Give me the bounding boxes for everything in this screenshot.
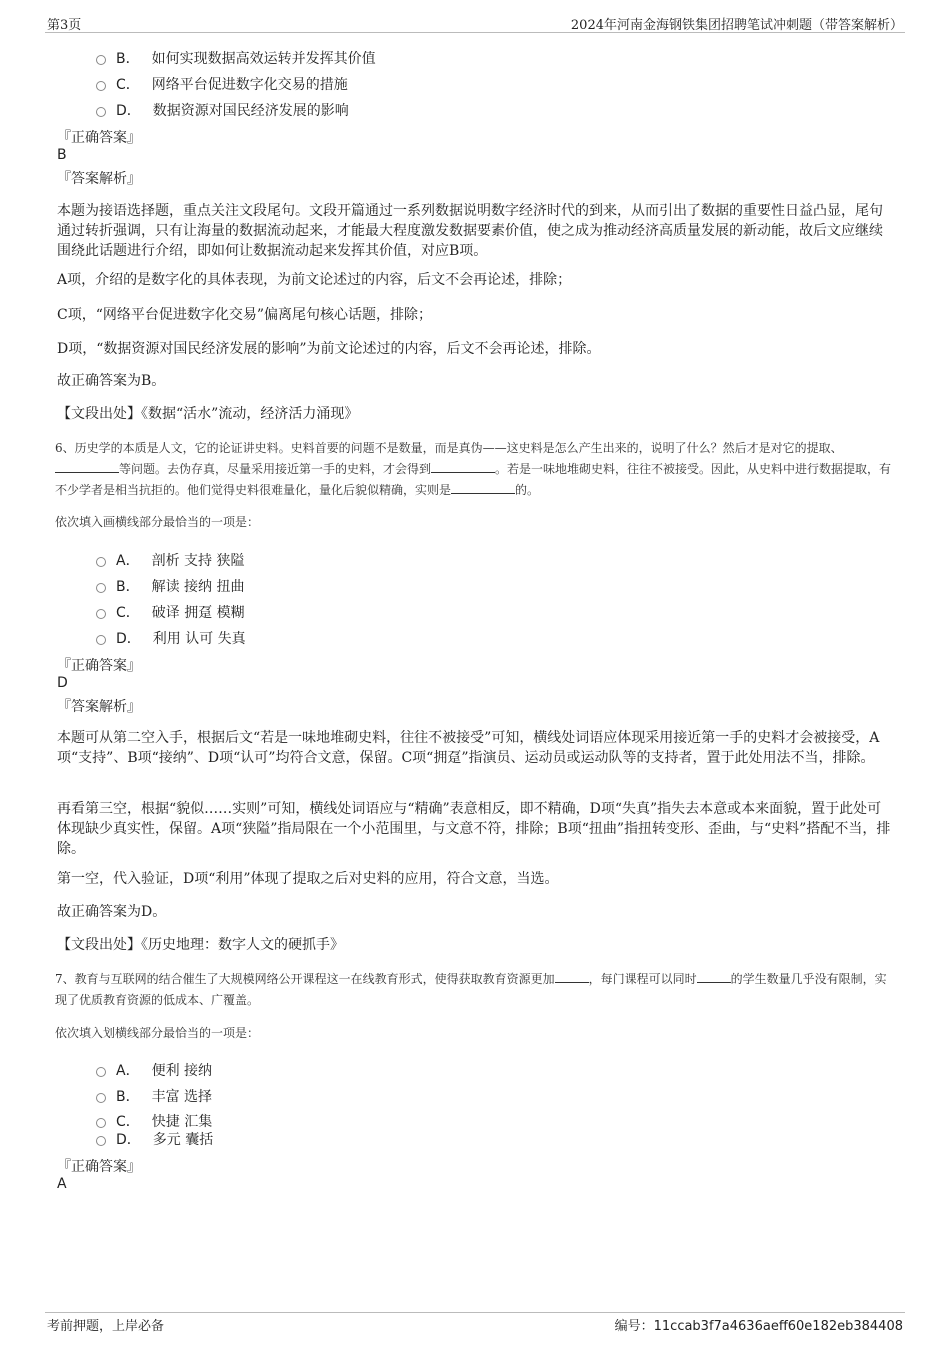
q6-source: 【文段出处】《历史地理：数字人文的硬抓手》 (57, 937, 344, 953)
q5-option-b[interactable]: B． 如何实现数据高效运转并发挥其价值 (96, 48, 376, 68)
q6-analysis-label: 『答案解析』 (57, 699, 141, 715)
q7-answer-label: 『正确答案』 (57, 1159, 141, 1175)
q5-source: 【文段出处】《数据“活水”流动，经济活力涌现》 (57, 406, 359, 422)
radio-icon[interactable] (96, 557, 106, 567)
radio-icon[interactable] (96, 635, 106, 645)
blank-line (431, 472, 495, 473)
q7-stem: 7、教育与互联网的结合催生了大规模网络公开课程这一在线教育形式，使得获取教育资源更加 ，每门课程可以同时 的学生数量几乎没有限制，实现了优质教育资源的低成本、广覆盖。 (55, 972, 887, 1007)
q7-prompt: 依次填入划横线部分最恰当的一项是： (55, 1026, 260, 1040)
q6-analysis-paragraph: 故正确答案为D。 (57, 904, 167, 920)
q7-option-b[interactable]: B． 丰富 选择 (96, 1086, 212, 1106)
document-id: 编号：11ccab3f7a4636aeff60e182eb384408 (614, 1319, 903, 1334)
q5-analysis-paragraph: C项，“网络平台促进数字化交易”偏离尾句核心话题，排除； (57, 307, 433, 323)
q5-answer: B (57, 147, 67, 163)
q6-prompt: 依次填入画横线部分最恰当的一项是： (55, 515, 260, 529)
q6-option-c[interactable]: C． 破译 拥趸 模糊 (96, 602, 245, 622)
radio-icon[interactable] (96, 107, 106, 117)
radio-icon[interactable] (96, 609, 106, 619)
q6-analysis-paragraph: 本题可从第二空入手，根据后文“若是一味地堆砌史料，往往不被接受”可知，横线处词语应体现采用接近第一手的史料才会被接受，A项“支持”、B项“接纳”、D项“认可”均符合文意，保留。C项“拥趸”指演员、运动员或运动队等的支持者，置于此处用法不当，排除。 (57, 730, 880, 766)
q7-option-a[interactable]: A． 便利 接纳 (96, 1060, 212, 1080)
radio-icon[interactable] (96, 1067, 106, 1077)
page-number: 第3页 (47, 18, 82, 33)
q6-analysis-paragraph: 第一空，代入验证，D项“利用”体现了提取之后对史料的应用，符合文意，当选。 (57, 871, 559, 887)
q5-analysis-paragraph: A项，介绍的是数字化的具体表现，为前文论述过的内容，后文不会再论述，排除； (57, 272, 572, 288)
q7-option-c[interactable]: C． 快捷 汇集 (96, 1111, 212, 1131)
page-header (45, 14, 905, 33)
radio-icon[interactable] (96, 1093, 106, 1103)
q6-option-d[interactable]: D． 利用 认可 失真 (96, 628, 246, 648)
q5-analysis-paragraph: 故正确答案为B。 (57, 373, 166, 389)
radio-icon[interactable] (96, 1136, 106, 1146)
radio-icon[interactable] (96, 81, 106, 91)
q5-analysis-label: 『答案解析』 (57, 171, 141, 187)
radio-icon[interactable] (96, 55, 106, 65)
radio-icon[interactable] (96, 583, 106, 593)
blank-line (451, 493, 515, 494)
blank-line (55, 472, 119, 473)
page-footer (45, 1312, 905, 1335)
q7-answer: A (57, 1176, 67, 1192)
q5-analysis-paragraph: 本题为接语选择题，重点关注文段尾句。文段开篇通过一系列数据说明数字经济时代的到来，从而引出了数据的重要性日益凸显，尾句通过转折强调，只有让海量的数据流动起来，才能最大程度激发数据要素价值，使之成为推动经济高质量发展的新动能，故后文应继续围绕此话题进行介绍，即如何让数据流动起来发挥其价值，对应B项。 (57, 203, 883, 259)
blank-line (697, 982, 731, 983)
footer-slogan: 考前押题，上岸必备 (47, 1319, 165, 1334)
q5-option-c[interactable]: C． 网络平台促进数字化交易的措施 (96, 74, 348, 94)
q5-answer-label: 『正确答案』 (57, 130, 141, 146)
q6-answer-label: 『正确答案』 (57, 658, 141, 674)
q6-option-a[interactable]: A． 剖析 支持 狭隘 (96, 550, 244, 570)
q6-option-b[interactable]: B． 解读 接纳 扭曲 (96, 576, 245, 596)
q5-analysis-paragraph: D项，“数据资源对国民经济发展的影响”为前文论述过的内容，后文不会再论述，排除。 (57, 341, 601, 357)
q5-option-d[interactable]: D． 数据资源对国民经济发展的影响 (96, 100, 349, 120)
q6-analysis-paragraph: 再看第三空，根据“貌似……实则”可知，横线处词语应与“精确”表意相反，即不精确，D项“失真”指失去本意或本来面貌，置于此处可体现缺少真实性，保留。A项“狭隘”指局限在一个小范围里，与文意不符，排除；B项“扭曲”指扭转变形、歪曲，与“史料”搭配不当，排除。 (57, 801, 891, 857)
q6-answer: D (57, 675, 68, 691)
q6-stem: 6、历史学的本质是人文，它的论证讲史料。史料首要的问题不是数量，而是真伪——这史料是怎么产生出来的，说明了什么？然后才是对它的提取、等问题。去伪存真，尽量采用接近第一手的史料，才会得到 。若是一味地堆砌史料，往往不被接受。因此，从史料中进行数据提取，有不少学者是相当抗拒的。他们觉得史料很难量化，量化后貌似精确，实则是 的。 (55, 441, 892, 497)
document-title: 2024年河南金海钢铁集团招聘笔试冲刺题（带答案解析） (570, 18, 903, 33)
blank-line (555, 982, 589, 983)
radio-icon[interactable] (96, 1118, 106, 1128)
q7-option-d[interactable]: D． 多元 囊括 (96, 1129, 213, 1149)
